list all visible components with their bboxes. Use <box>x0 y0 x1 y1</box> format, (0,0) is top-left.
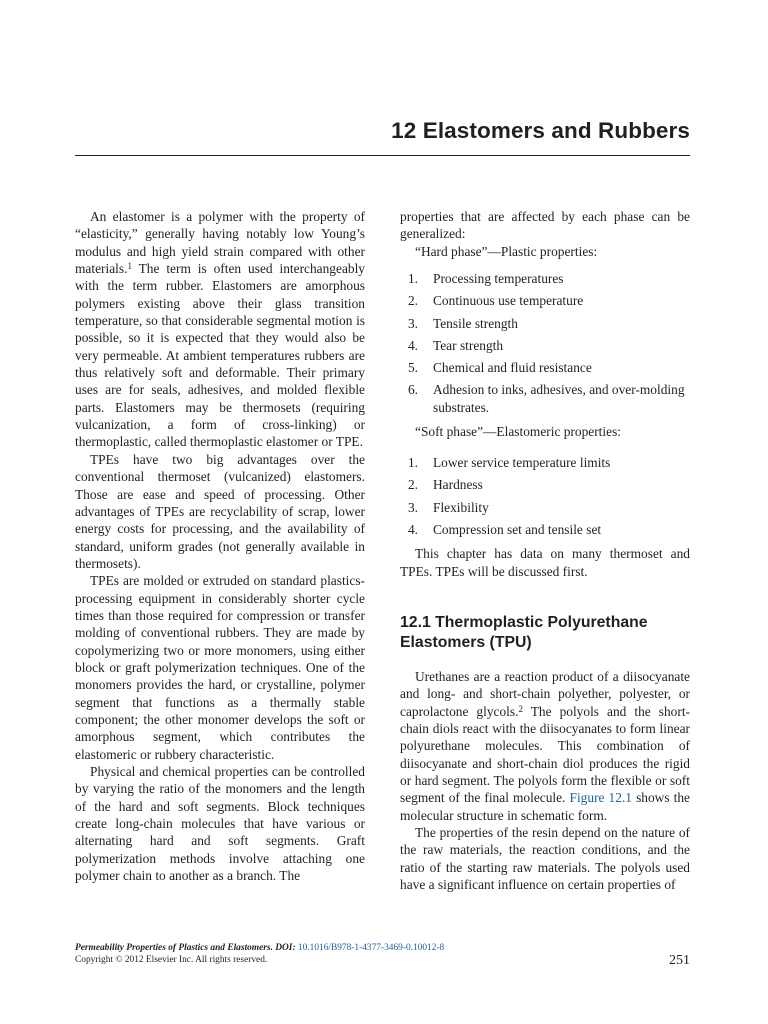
list-item: 3. Flexibility <box>407 499 489 515</box>
list-item: 1. Processing temperatures <box>407 271 564 287</box>
doi-link[interactable]: 10.1016/B978-1-4377-3469-0.10012-8 <box>297 943 445 953</box>
right-column <box>400 208 690 893</box>
footnote-ref-1[interactable]: 1 <box>127 261 132 272</box>
list-item: 2. Hardness <box>407 477 483 493</box>
list-item: 6. Adhesion to inks, adhesives, and over-molding substrates. <box>407 382 685 415</box>
paragraph-text: shows the molecular structure in schematic form. <box>400 790 691 823</box>
hard-phase-list <box>400 270 690 416</box>
list-item: 5. Chemical and fluid resistance <box>407 359 592 375</box>
intro-paragraph <box>75 208 365 451</box>
list-item: 4. Tear strength <box>407 337 504 353</box>
chapter-title: 12 Elastomers and Rubbers <box>391 118 690 143</box>
section-heading-12-1: 12.1 Thermoplastic Polyurethane Elastomers (TPU) <box>400 613 648 651</box>
copyright-line: Copyright © 2012 Elsevier Inc. All rights reserved. <box>75 955 268 965</box>
left-column <box>75 208 365 884</box>
chapter-scope-paragraph: This chapter has data on many thermoset and TPEs. TPEs will be discussed first. <box>400 546 690 579</box>
paragraph-text: An elastomer is a polymer with the property of “elasticity,” generally having notably low Young’s modulus and high yield strain compared with other materials. <box>75 209 365 277</box>
list-item: 3. Tensile strength <box>407 315 518 331</box>
citation-line <box>75 942 690 954</box>
resin-properties-paragraph: The properties of the resin depend on the nature of the raw materials, the reaction conditions, and the ratio of the starting raw materials. The polyols used have a significant influence on certain properties of <box>400 825 690 893</box>
footnote-ref-2[interactable]: 2 <box>518 703 523 714</box>
book-title: Permeability Properties of Plastics and Elastomers. <box>75 943 273 953</box>
continued-paragraph: properties that are affected by each phase can be generalized: <box>400 209 690 242</box>
doi-label: DOI: <box>272 943 298 953</box>
hard-phase-intro: “Hard phase”—Plastic properties: <box>415 243 598 259</box>
list-item: 2. Continuous use temperature <box>407 293 584 309</box>
paragraph-text: Urethanes are a reaction product of a diisocyanate and long- and short-chain polyether, polyester, or caprolactone glycols. <box>400 668 690 719</box>
properties-paragraph: Physical and chemical properties can be controlled by varying the ratio of the monomers and the length of the hard and soft segments. Block techniques create long-chain molecules that have various or alternating hard and soft segments. Graft polymerization methods involve attaching one polymer chain to another as a branch. The <box>75 764 365 884</box>
soft-phase-intro: “Soft phase”—Elastomeric properties: <box>415 423 621 439</box>
title-rule <box>75 155 690 156</box>
tpe-processing-paragraph: TPEs are molded or extruded on standard plastics-processing equipment in considerably shorter cycle times than those required for compression or transfer molding of conventional rubbers. They are made by copolymerizing two or more monomers, using either block or graft polymerization techniques. One of the monomers provides the hard, or crystalline, polymer segment that functions as a thermally stable component; the other monomer develops the soft or amorphous segment, which contributes the elastomeric or rubbery characteristic. <box>75 573 365 762</box>
page-number: 251 <box>669 953 690 968</box>
figure-12-1-link[interactable]: Figure 12.1 <box>569 790 632 806</box>
tpe-advantages-paragraph: TPEs have two big advantages over the conventional thermoset (vulcanized) elastomers. Those are ease and speed of processing. Other advantages of TPEs are recyclability of scrap, lower energy costs for processing, and the availability of standard, uniform grades (not generally available in thermosets). <box>75 451 365 571</box>
list-item: 1. Lower service temperature limits <box>407 455 611 471</box>
page-footer <box>75 942 690 967</box>
paragraph-text: The term is often used interchangeably with the term rubber. Elastomers are amorphous polymers existing above their glass transition temperature, so that considerable segmental motion is possible, so it is expected that they would also be very permeable. At ambient temperatures rubbers are thus relatively soft and deformable. Their primary uses are for seals, adhesives, and molded flexible parts. Elastomers may be thermosets (requiring vulcanization, a form of cross-linking) or thermoplastic, called thermoplastic elastomer or TPE. <box>75 261 365 450</box>
soft-phase-list <box>400 454 690 538</box>
urethanes-paragraph <box>400 668 690 824</box>
list-item: 4. Compression set and tensile set <box>407 521 602 537</box>
paragraph-text: The polyols and the short-chain diols react with the diisocyanates to form linear polyurethane molecules. This combination of diisocyanate and short-chain diol produces the rigid or hard segment. The polyols form the flexible or soft segment of the final molecule. <box>400 703 690 806</box>
